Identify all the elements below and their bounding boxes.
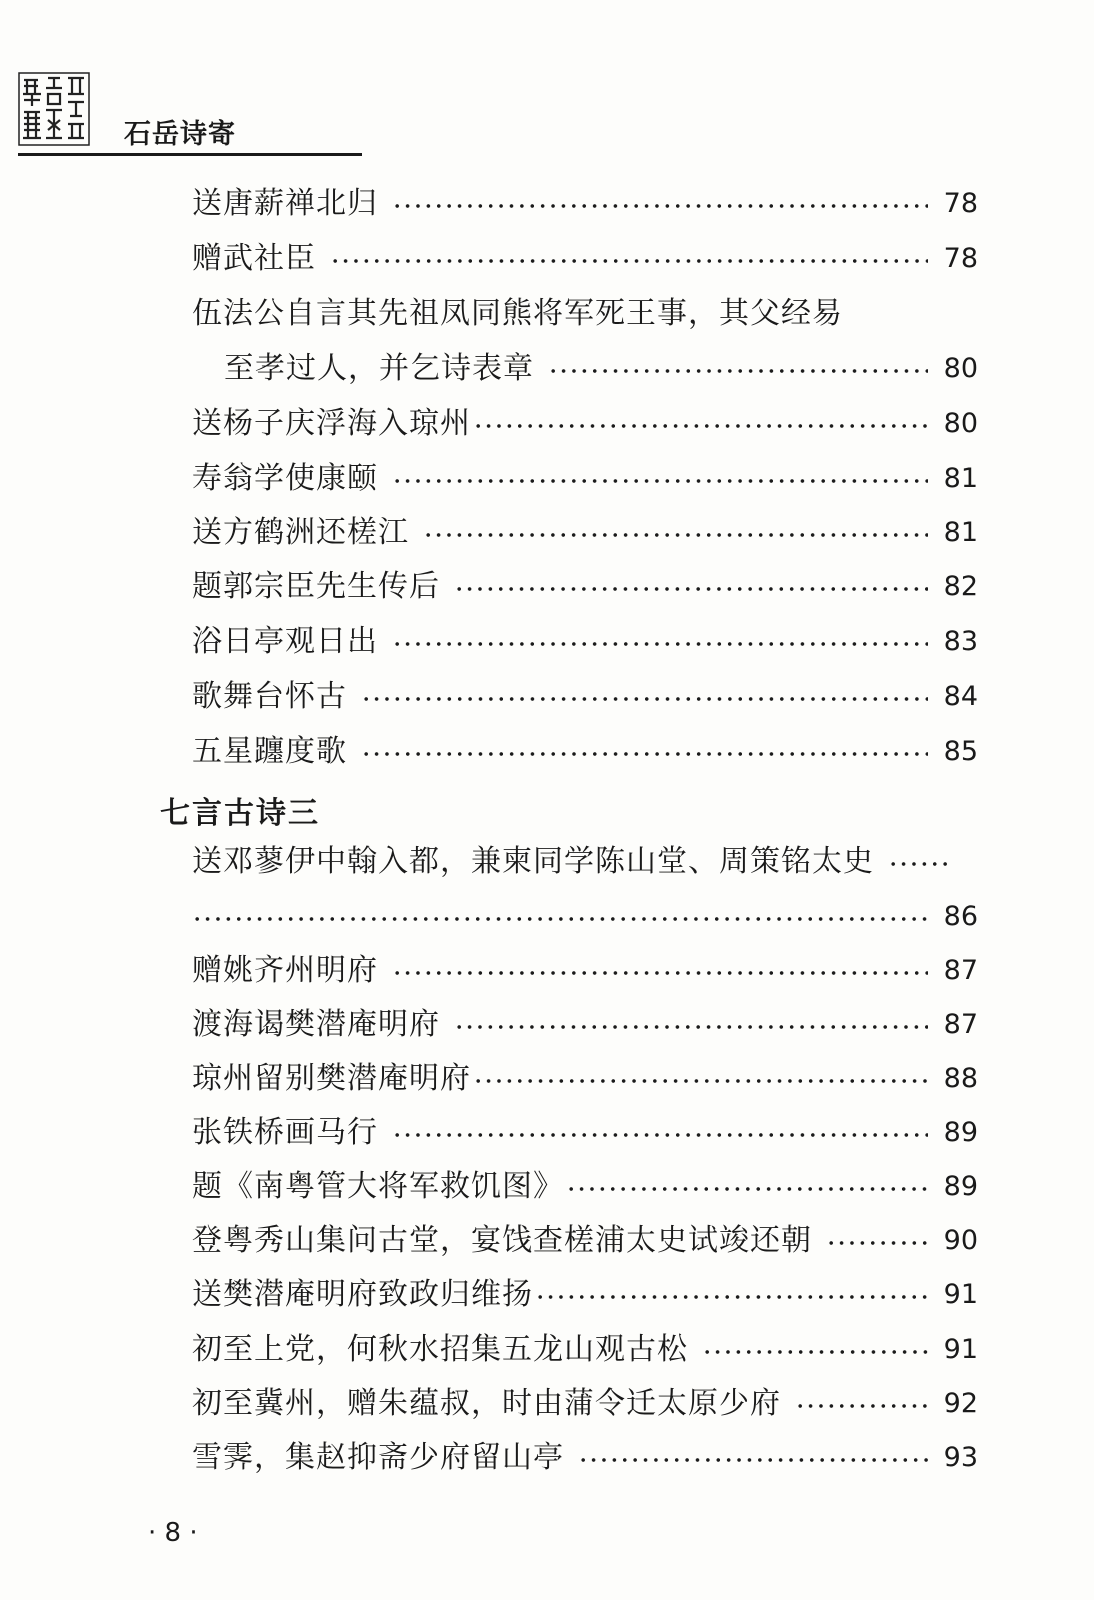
toc-entry-title: 伍法公自言其先祖凤同熊将军死王事，其父经易 xyxy=(192,296,843,331)
toc-entry[interactable] xyxy=(192,1059,978,1099)
toc-entry-line1[interactable] xyxy=(192,842,978,882)
toc-entry-page: 78 xyxy=(943,188,978,219)
dot-leader xyxy=(392,641,928,647)
dot-leader xyxy=(361,696,928,702)
toc-entry-title: 琼州留别樊潜庵明府 xyxy=(192,1061,471,1096)
toc-entry-page: 80 xyxy=(943,353,978,384)
dot-leader xyxy=(330,258,928,264)
toc-entry-title: 渡海谒樊潜庵明府 xyxy=(192,1007,440,1042)
dot-leader xyxy=(702,1349,928,1355)
page-number: · 8 · xyxy=(148,1518,198,1548)
toc-entry[interactable] xyxy=(192,404,978,444)
toc-entry[interactable] xyxy=(192,1113,978,1153)
toc-entry[interactable] xyxy=(192,1221,978,1261)
toc-entry-title: 雪霁，集赵抑斋少府留山亭 xyxy=(192,1440,564,1475)
dot-leader xyxy=(473,423,928,429)
toc-entry[interactable] xyxy=(192,732,978,772)
toc-entry-page: 93 xyxy=(943,1442,978,1473)
dot-leader xyxy=(535,1294,928,1300)
toc-entry[interactable] xyxy=(192,1275,978,1315)
toc-entry-page: 87 xyxy=(943,1009,978,1040)
toc-entry-page: 92 xyxy=(943,1388,978,1419)
toc-entry-page: 87 xyxy=(943,955,978,986)
toc-entry-line2[interactable] xyxy=(224,349,978,389)
toc-entry-page: 81 xyxy=(943,463,978,494)
toc-entry[interactable] xyxy=(192,951,978,991)
toc-entry[interactable] xyxy=(192,567,978,607)
section-heading: 七言古诗三 xyxy=(160,796,320,831)
toc-entry-title: 初至上党，何秋水招集五龙山观古松 xyxy=(192,1332,688,1367)
toc-entry-title: 赠武社臣 xyxy=(192,241,316,276)
toc-entry[interactable] xyxy=(192,1167,978,1207)
toc-entry[interactable] xyxy=(192,1330,978,1370)
toc-entry-title: 送杨子庆浮海入琼州 xyxy=(192,406,471,441)
toc-entry-page: 89 xyxy=(943,1171,978,1202)
toc-entry-page: 91 xyxy=(943,1279,978,1310)
dot-leader xyxy=(392,478,928,484)
dot-leader xyxy=(454,586,928,592)
toc-entry[interactable] xyxy=(192,513,978,553)
toc-entry-page: 78 xyxy=(943,243,978,274)
toc-entry-title: 送方鹤洲还槎江 xyxy=(192,515,409,550)
toc-entry[interactable] xyxy=(192,622,978,662)
toc-entry-title: 张铁桥画马行 xyxy=(192,1115,378,1150)
toc-entry-page: 85 xyxy=(943,736,978,767)
toc-entry[interactable] xyxy=(192,239,978,279)
toc-entry-title: 五星躔度歌 xyxy=(192,734,347,769)
running-title: 石岳诗寄 xyxy=(124,119,236,150)
dot-leader xyxy=(473,1078,928,1084)
dot-leader xyxy=(548,368,928,374)
toc-entry-title: 题《南粤管大将军救饥图》 xyxy=(192,1169,564,1204)
dot-leader xyxy=(888,861,950,867)
toc-entry-page: 83 xyxy=(943,626,978,657)
toc-entry-title: 题郭宗臣先生传后 xyxy=(192,569,440,604)
toc-entry-page: 90 xyxy=(943,1225,978,1256)
dot-leader xyxy=(578,1457,928,1463)
toc-entry-title: 赠姚齐州明府 xyxy=(192,953,378,988)
toc-entry-page: 88 xyxy=(943,1063,978,1094)
dot-leader xyxy=(566,1186,928,1192)
toc-entry-title: 登粤秀山集问古堂，宴饯查槎浦太史试竣还朝 xyxy=(192,1223,812,1258)
toc-entry-page: 86 xyxy=(943,901,978,932)
toc-entry-page: 81 xyxy=(943,517,978,548)
toc-entry-line1[interactable] xyxy=(192,294,978,334)
toc-entry-page: 80 xyxy=(943,408,978,439)
toc-entry-page: 82 xyxy=(943,571,978,602)
toc-entry[interactable] xyxy=(192,677,978,717)
toc-entry-title: 送邓蓼伊中翰入都，兼柬同学陈山堂、周策铭太史 xyxy=(192,844,874,879)
dot-leader xyxy=(826,1240,928,1246)
toc-entry[interactable] xyxy=(192,184,978,224)
toc-entry-page: 91 xyxy=(943,1334,978,1365)
toc-entry-line2[interactable] xyxy=(192,897,978,937)
toc-entry-title: 初至冀州，赠朱蕴叔，时由蒲令迁太原少府 xyxy=(192,1386,781,1421)
toc-entry-page: 84 xyxy=(943,681,978,712)
dot-leader xyxy=(392,203,928,209)
dot-leader xyxy=(192,916,928,922)
toc-entry[interactable] xyxy=(192,459,978,499)
toc-entry-title: 歌舞台怀古 xyxy=(192,679,347,714)
toc-entry-title: 寿翁学使康颐 xyxy=(192,461,378,496)
dot-leader xyxy=(423,532,928,538)
toc-entry-title: 浴日亭观日出 xyxy=(192,624,378,659)
dot-leader xyxy=(392,1132,928,1138)
dot-leader xyxy=(454,1024,928,1030)
toc-entry-title: 送唐薪禅北归 xyxy=(192,186,378,221)
dot-leader xyxy=(361,751,928,757)
dot-leader xyxy=(795,1403,928,1409)
toc-entry[interactable] xyxy=(192,1005,978,1045)
toc-entry[interactable] xyxy=(192,1384,978,1424)
toc-entry[interactable] xyxy=(192,1438,978,1478)
toc-entry-title: 送樊潜庵明府致政归维扬 xyxy=(192,1277,533,1312)
toc-entry-page: 89 xyxy=(943,1117,978,1148)
toc-entry-title: 至孝过人，并乞诗表章 xyxy=(224,351,534,386)
dot-leader xyxy=(392,970,928,976)
